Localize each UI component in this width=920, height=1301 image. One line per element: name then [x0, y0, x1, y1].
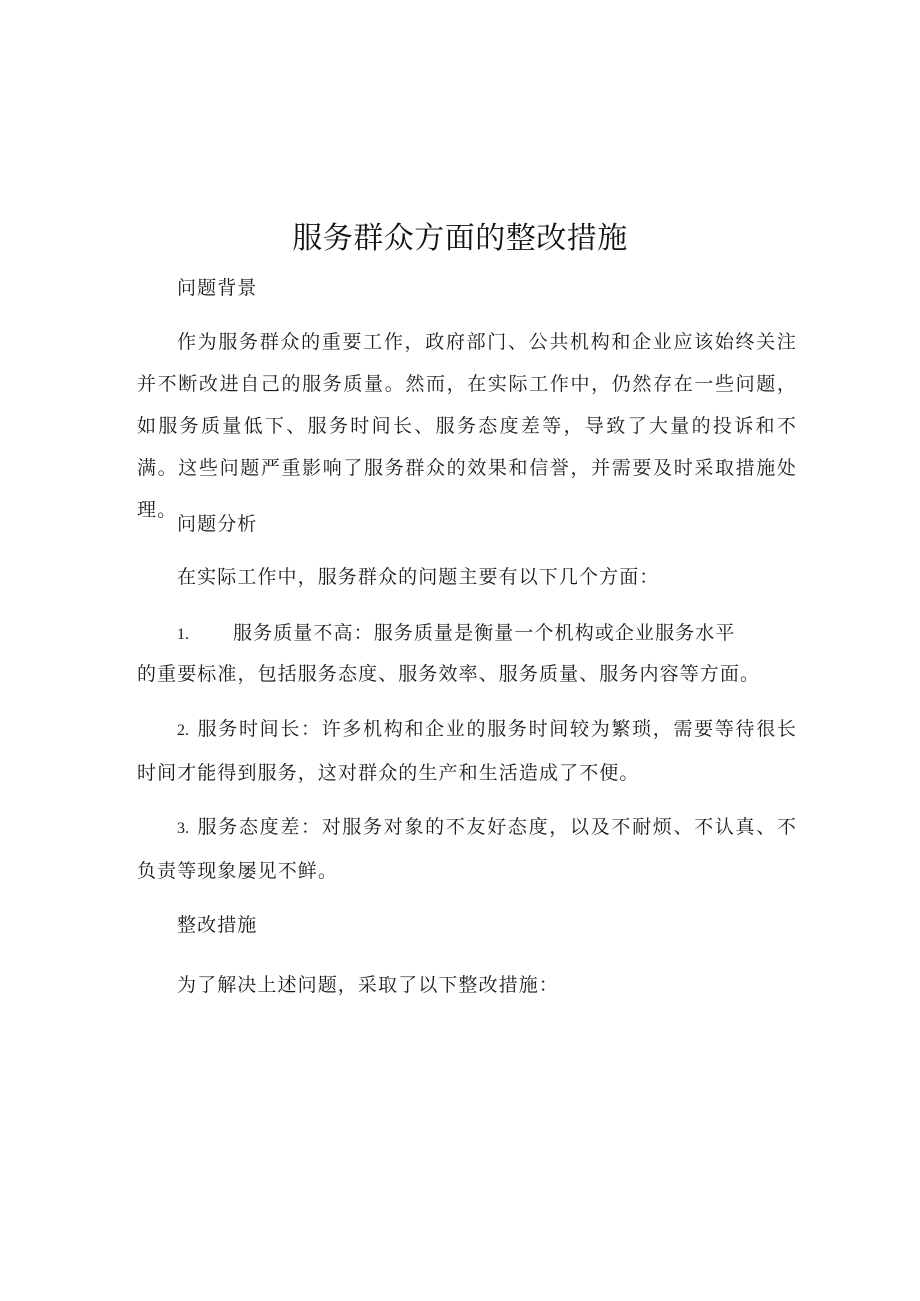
section-heading-background: 问题背景 [177, 277, 258, 299]
analysis-intro: 在实际工作中，服务群众的问题主要有以下几个方面： [177, 566, 660, 588]
item-number: 2. [177, 722, 189, 739]
item-number: 3. [177, 820, 189, 837]
analysis-item-1-first-line [177, 612, 736, 656]
background-paragraph: 作为服务群众的重要工作，政府部门、公共机构和企业应该始终关注并不断改进自己的服务质量。然而，在实际工作中，仍然存在一些问题，如服务质量低下、服务时间长、服务态度差等，导致了大量的投诉和不满。这些问题严重影响了服务群众的效果和信誉，并需要及时采取措施处理。 [137, 331, 797, 521]
measures-intro: 为了解决上述问题，采取了以下整改措施： [177, 974, 559, 996]
analysis-item-1-second-line: 的重要标准，包括服务态度、服务效率、服务质量、服务内容等方面。 [137, 663, 761, 685]
item-number: 1. [177, 626, 189, 643]
item-text: 服务时间长：许多机构和企业的服务时间较为繁琐，需要等待很长时间才能得到服务，这对群众的生产和生活造成了不便。 [137, 718, 797, 784]
item-text: 服务质量不高：服务质量是衡量一个机构或企业服务水平 [233, 622, 736, 644]
section-heading-analysis: 问题分析 [177, 513, 258, 535]
section-heading-measures: 整改措施 [177, 914, 258, 936]
document-title: 服务群众方面的整改措施 [292, 221, 628, 256]
analysis-item-2 [137, 708, 797, 794]
analysis-item-3 [137, 806, 797, 892]
item-text: 服务态度差：对服务对象的不友好态度，以及不耐烦、不认真、不负责等现象屡见不鲜。 [137, 816, 797, 882]
